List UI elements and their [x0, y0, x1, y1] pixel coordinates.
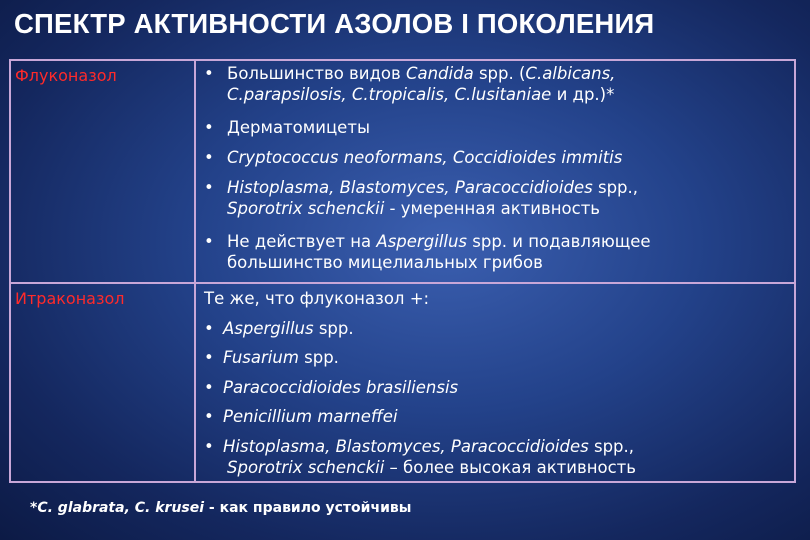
footnote: *C. glabrata, C. krusei - как правило устойчивы	[30, 500, 412, 516]
slide-title: СПЕКТР АКТИВНОСТИ АЗОЛОВ I ПОКОЛЕНИЯ	[14, 8, 655, 39]
row-divider	[11, 282, 794, 284]
drug-name-itraconazole: Итраконазол	[15, 289, 125, 308]
intro-text: Те же, что флуконазол +:	[204, 289, 430, 308]
list-item: • Histoplasma, Blastomyces, Paracoccidioides spp., Sporotrix schenckii - умеренная активность	[204, 178, 639, 218]
list-item: • Не действует на Aspergillus spp. и подавляющее большинство мицелиальных грибов	[204, 232, 651, 272]
list-item: • Penicillium marneffei	[204, 407, 398, 426]
list-item: • Paracoccidioides brasiliensis	[204, 378, 459, 397]
list-item: • Histoplasma, Blastomyces, Paracoccidioides spp., Sporotrix schenckii – более высокая активность	[204, 437, 637, 477]
list-item: • Fusarium spp.	[204, 348, 339, 367]
list-item: • Aspergillus spp.	[204, 319, 354, 338]
list-item: • Дерматомицеты	[204, 118, 370, 137]
spectrum-table	[9, 59, 796, 483]
drug-name-fluconazole: Флуконазол	[15, 66, 117, 85]
list-item: • Cryptococcus neoformans, Coccidioides immitis	[204, 148, 623, 167]
column-divider	[194, 61, 196, 481]
list-item: • Большинство видов Candida spp. (C.albicans, C.parapsilosis, C.tropicalis, C.lusitaniae и др.)*	[204, 64, 616, 104]
